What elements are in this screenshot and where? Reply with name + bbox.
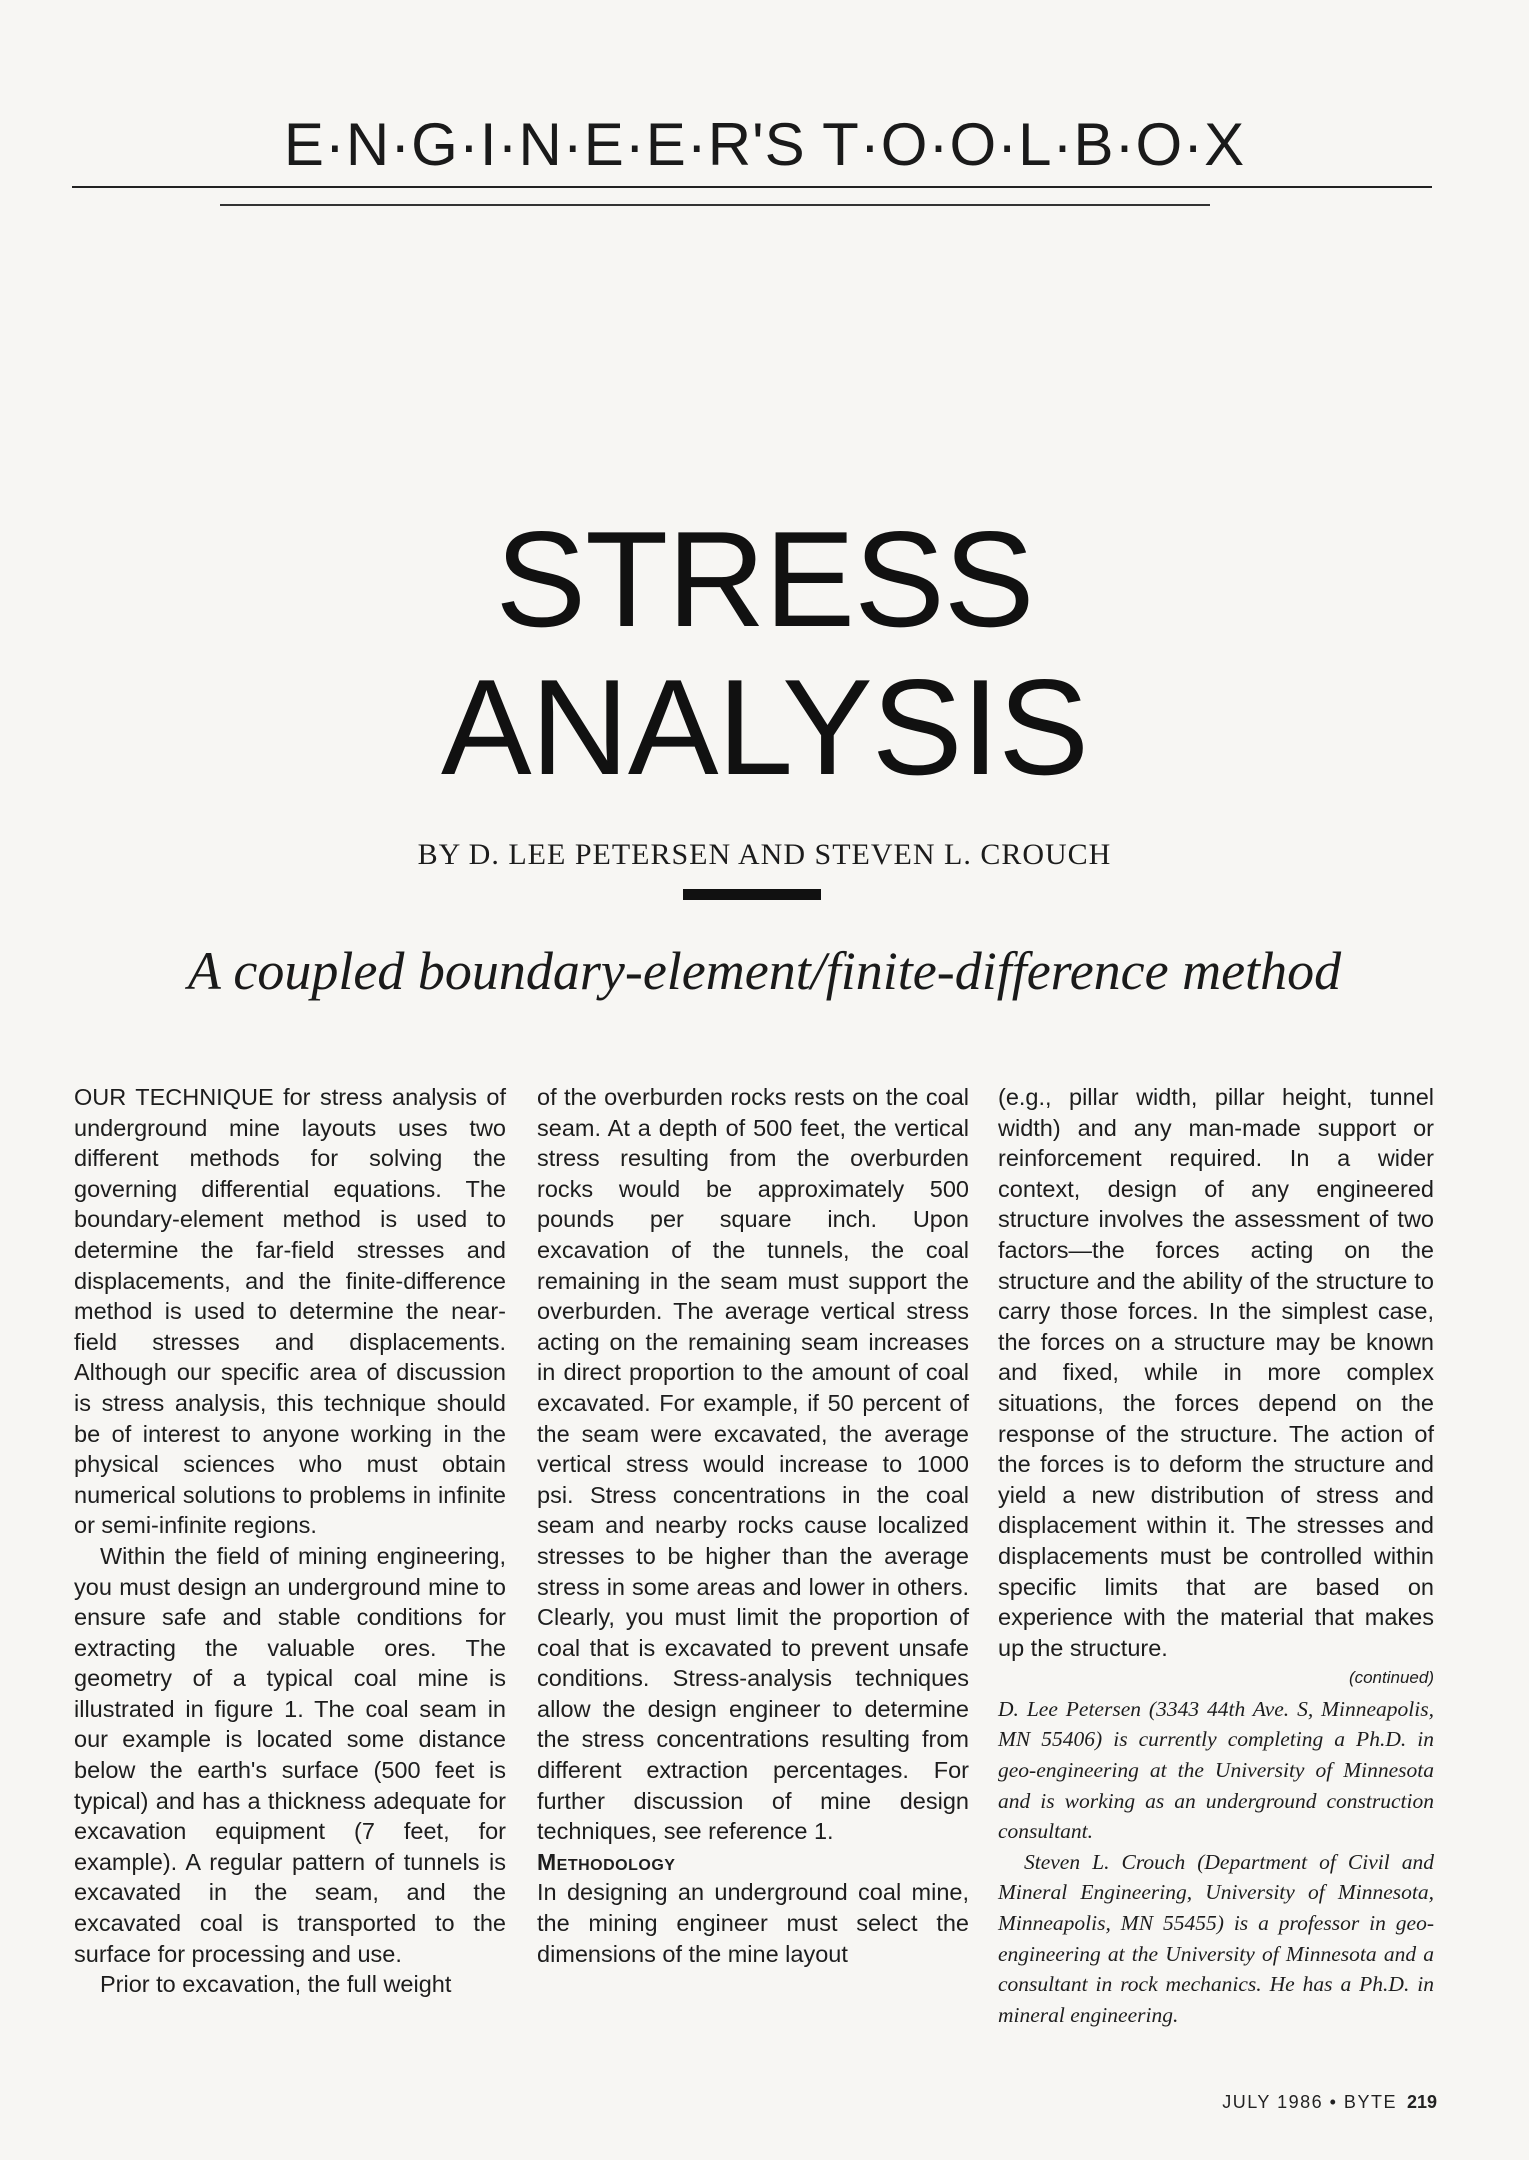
section-heading: Methodology	[537, 1848, 676, 1875]
continued-marker: (continued)	[1348, 1668, 1434, 1688]
page-number: 219	[1406, 2092, 1437, 2112]
page-footer	[1222, 2092, 1437, 2113]
paragraph: OUR TECHNIQUE for stress analysis of underground mine layouts uses two different methods for solving the governing differential equations. The boundary-element method is used to determine the far-field stresses and displacements, and the finite-difference method is used to determine the near-field stresses and displacements. Although our specific area of discussion is stress analysis, this technique should be of interest to anyone working in the physical sciences who must obtain numerical solutions to problems in infinite or semi-infinite regions.	[74, 1084, 506, 1539]
paragraph: In designing an underground coal mine, the mining engineer must select the dimensions of the mine layout	[537, 1879, 969, 1967]
author-bio: Steven L. Crouch (Department of Civil and Mineral Engineering, University of Minnesota, Minneapolis, MN 55455) is a professor in geo-engineering at the University of Minnesota and a consultant in rock mechanics. He has a Ph.D. in mineral engineering.	[998, 1849, 1434, 2027]
article-deck: A coupled boundary-element/finite-difference method	[187, 941, 1342, 1001]
department-heading: E·N·G·I·N·E·E·R'S T·O·O·L·B·O·X	[283, 111, 1246, 178]
byline: BY D. LEE PETERSEN AND STEVEN L. CROUCH	[417, 838, 1112, 871]
byline-bar	[683, 889, 821, 900]
body-column-1	[74, 1082, 506, 2000]
body-column-3	[998, 1082, 1434, 2030]
article-title	[0, 505, 1529, 801]
title-line-1: STRESS	[495, 503, 1034, 655]
title-line-2: ANALYSIS	[440, 651, 1089, 803]
paragraph: Prior to excavation, the full weight	[100, 1971, 452, 1998]
paragraph: of the overburden rocks rests on the coal seam. At a depth of 500 feet, the vertical stress resulting from the overburden rocks would be approximately 500 pounds per square inch. Upon excavation of the tunnels, the coal remaining in the seam must support the overburden. The average vertical stress acting on the remaining seam increases in direct proportion to the amount of coal excavated. For example, if 50 percent of the seam were excavated, the average vertical stress would increase to 1000 psi. Stress concentrations in the coal seam and nearby rocks cause localized stresses to be higher than the average stress in some areas and lower in others. Clearly, you must limit the proportion of coal that is excavated to prevent unsafe conditions. Stress-analysis techniques allow the design engineer to determine the stress concentrations resulting from different extraction percentages. For further discussion of mine design techniques, see reference 1.	[537, 1084, 969, 1845]
issue-label: JULY 1986 • BYTE	[1222, 2092, 1397, 2112]
paragraph: Within the field of mining engineering, you must design an underground mine to ensure safe and stable conditions for extracting the valuable ores. The geometry of a typical coal mine is illustrated in figure 1. The coal seam in our example is located some distance below the earth's surface (500 feet is typical) and has a thickness adequate for excavation equipment (7 feet, for example). A regular pattern of tunnels is excavated in the seam, and the excavated coal is transported to the surface for processing and use.	[74, 1542, 506, 1967]
header-rule-top	[72, 186, 1432, 188]
body-column-2	[537, 1082, 969, 1969]
header-rule-bottom	[220, 204, 1210, 206]
author-bio: D. Lee Petersen (3343 44th Ave. S, Minneapolis, MN 55406) is currently completing a Ph.D. in geo-engineering at the University of Minnesota and is working as an underground construction consultant.	[998, 1696, 1434, 1844]
paragraph: (e.g., pillar width, pillar height, tunnel width) and any man-made support or reinforcement required. In a wider context, design of any engineered structure involves the assessment of two factors—the forces acting on the structure and the ability of the structure to carry those forces. In the simplest case, the forces on a structure may be known and fixed, while in more complex situations, the forces depend on the response of the structure. The action of the forces is to deform the structure and yield a new distribution of stress and displacement within it. The stresses and displacements must be controlled within specific limits that are based on experience with the material that makes up the structure.	[998, 1084, 1434, 1661]
